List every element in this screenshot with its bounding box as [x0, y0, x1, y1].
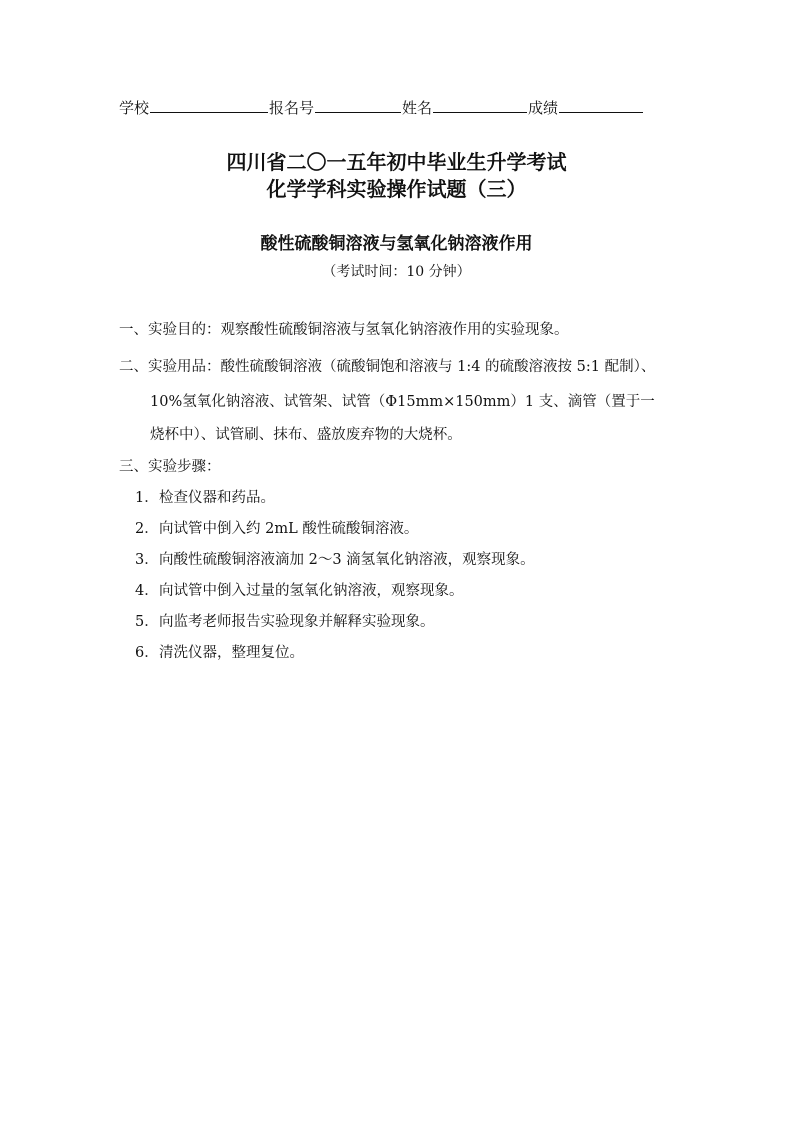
step-text: 向试管中倒入约 2mL 酸性硫酸铜溶液。: [159, 521, 419, 537]
registration-number-label: 报名号: [269, 99, 315, 117]
step-item: [135, 610, 435, 631]
step-text: 向试管中倒入过量的氢氧化钠溶液，观察现象。: [159, 583, 464, 599]
step-item: [135, 517, 418, 538]
school-label: 学校: [119, 99, 150, 117]
step-number: 5．: [135, 614, 159, 630]
exam-title-line1: 四川省二〇一五年初中毕业生升学考试: [226, 150, 567, 174]
registration-number-blank: [315, 98, 401, 113]
step-text: 向监考老师报告实验现象并解释实验现象。: [159, 614, 435, 630]
step-item: [135, 486, 275, 507]
score-blank: [559, 98, 643, 113]
section-steps-heading: 三、实验步骤：: [119, 459, 221, 475]
section-materials-line2: 10%氢氧化钠溶液、试管架、试管（Φ15mm×150mm）1 支、滴管（置于一: [150, 394, 655, 410]
step-item: [135, 548, 535, 569]
step-number: 2．: [135, 521, 159, 537]
section-purpose: 一、实验目的：观察酸性硫酸铜溶液与氢氧化钠溶液作用的实验现象。: [119, 322, 569, 338]
step-item: [135, 579, 464, 600]
section-materials-line3: 烧杯中）、试管刷、抹布、盛放废弃物的大烧杯。: [150, 427, 462, 443]
step-text: 清洗仪器，整理复位。: [159, 645, 304, 661]
score-label: 成绩: [528, 99, 559, 117]
step-number: 4．: [135, 583, 159, 599]
name-label: 姓名: [402, 99, 433, 117]
candidate-info-line: [119, 97, 644, 118]
step-text: 向酸性硫酸铜溶液滴加 2～3 滴氢氧化钠溶液，观察现象。: [159, 552, 535, 568]
step-number: 1．: [135, 490, 159, 506]
step-text: 检查仪器和药品。: [159, 490, 275, 506]
section-materials-line1: 二、实验用品：酸性硫酸铜溶液（硫酸铜饱和溶液与 1:4 的硫酸溶液按 5:1 配制）、: [119, 359, 656, 375]
experiment-name: 酸性硫酸铜溶液与氢氧化钠溶液作用: [260, 234, 533, 254]
exam-title-line2: 化学学科实验操作试题（三）: [266, 177, 527, 201]
name-blank: [433, 98, 527, 113]
step-item: [135, 641, 304, 662]
step-number: 6．: [135, 645, 159, 661]
step-number: 3．: [135, 552, 159, 568]
exam-duration: （考试时间：10 分钟）: [322, 264, 471, 280]
school-blank: [150, 98, 268, 113]
